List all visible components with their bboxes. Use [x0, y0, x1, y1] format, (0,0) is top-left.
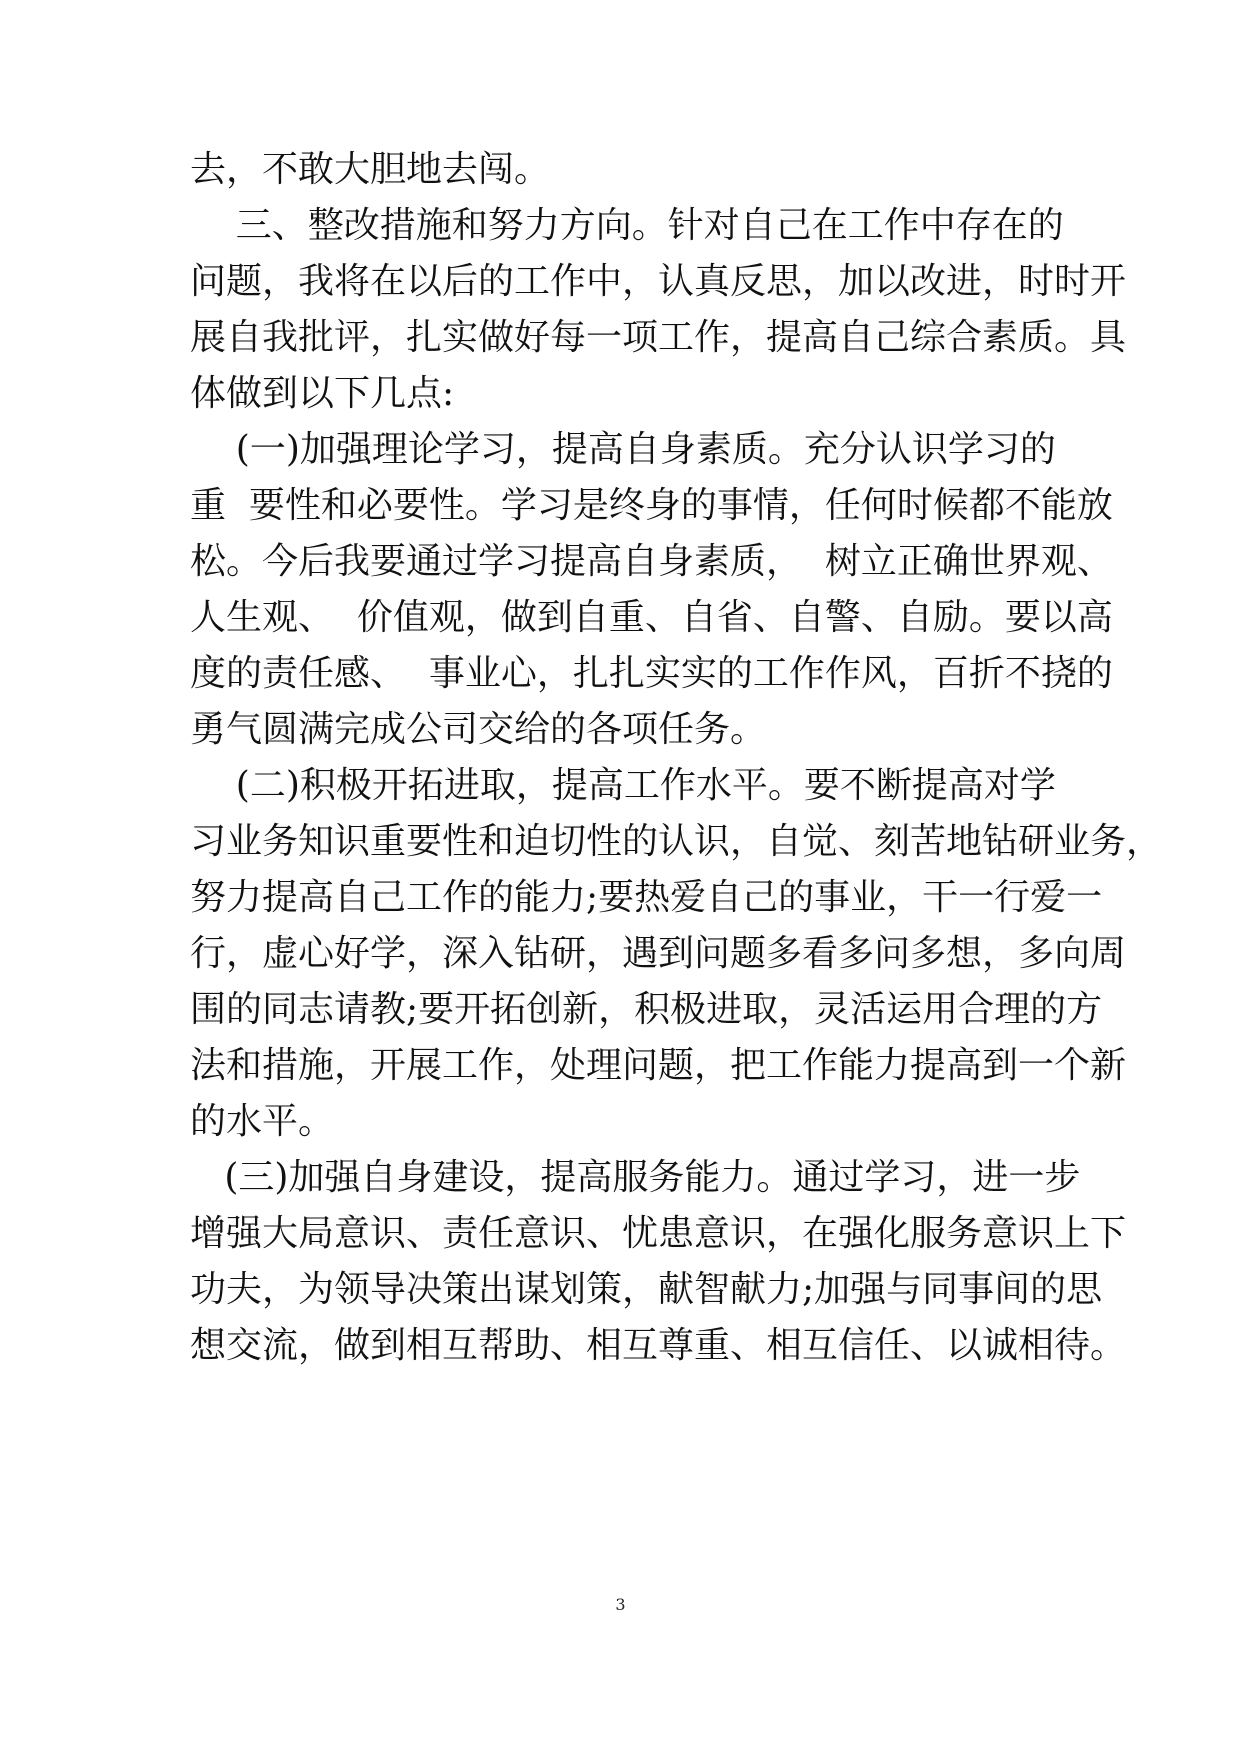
text-line: 人生观、 价值观，做到自重、自省、自警、自励。要以高 — [190, 597, 1113, 638]
text-line: 勇气圆满完成公司交给的各项任务。 — [190, 709, 767, 750]
text-line: 努力提高自己工作的能力;要热爱自己的事业，干一行爱一 — [190, 877, 1103, 918]
text-line: 去，不敢大胆地去闯。 — [190, 149, 551, 190]
text-line: 展自我批评，扎实做好每一项工作，提高自己综合素质。具 — [190, 317, 1127, 358]
text-line: 增强大局意识、责任意识、忧患意识，在强化服务意识上下 — [190, 1213, 1127, 1254]
text-line: 功夫，为领导决策出谋划策，献智献力;加强与同事间的思 — [190, 1269, 1103, 1310]
text-line: 想交流，做到相互帮助、相互尊重、相互信任、以诚相待。 — [190, 1325, 1127, 1366]
text-line: 围的同志请教;要开拓创新，积极进取，灵活运用合理的方 — [190, 989, 1103, 1030]
text-line: 度的责任感、 事业心，扎扎实实的工作作风，百折不挠的 — [190, 653, 1113, 694]
text-line: 行，虚心好学，深入钻研，遇到问题多看多问多想，多向周 — [190, 933, 1127, 974]
text-line: 重 要性和必要性。学习是终身的事情，任何时候都不能放 — [190, 485, 1113, 526]
text-line: 的水平。 — [190, 1101, 335, 1142]
text-line: 体做到以下几点: — [190, 373, 455, 414]
text-line: (二)积极开拓进取，提高工作水平。要不断提高对学 — [190, 765, 1056, 806]
page-number: 3 — [615, 1595, 626, 1614]
text-line: (一)加强理论学习，提高自身素质。充分认识学习的 — [190, 429, 1056, 470]
text-line: 松。今后我要通过学习提高自身素质， 树立正确世界观、 — [190, 541, 1113, 582]
text-line: (三)加强自身建设，提高服务能力。通过学习，进一步 — [190, 1157, 1081, 1198]
text-line: 习业务知识重要性和迫切性的认识，自觉、刻苦地钻研业务， — [190, 821, 1163, 862]
text-line: 三、整改措施和努力方向。针对自己在工作中存在的 — [190, 205, 1064, 246]
text-line: 法和措施，开展工作，处理问题，把工作能力提高到一个新 — [190, 1045, 1127, 1086]
text-line: 问题，我将在以后的工作中，认真反思，加以改进，时时开 — [190, 261, 1127, 302]
